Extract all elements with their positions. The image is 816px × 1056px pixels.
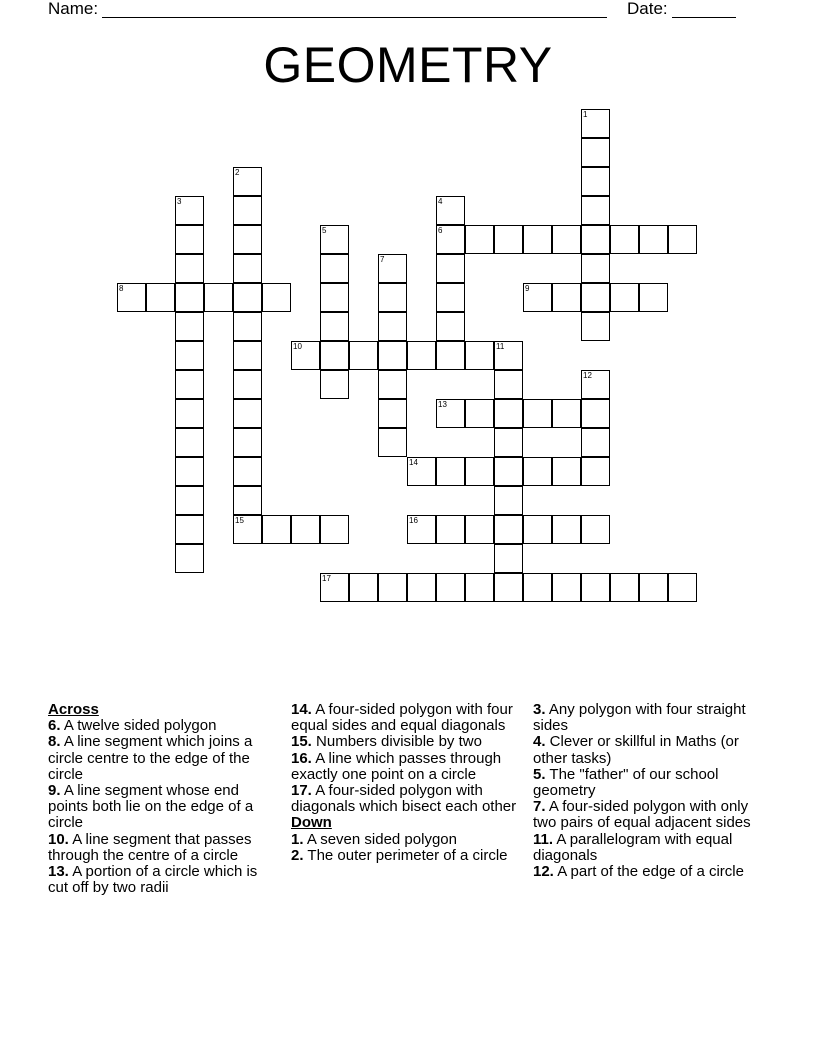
- grid-cell[interactable]: [407, 457, 436, 486]
- down-heading: Down: [291, 814, 332, 832]
- grid-cell[interactable]: [407, 341, 436, 370]
- grid-cell[interactable]: [668, 573, 697, 602]
- grid-cell[interactable]: [436, 399, 465, 428]
- grid-cell[interactable]: [465, 225, 494, 254]
- grid-cell[interactable]: [378, 254, 407, 283]
- clue-number: 6: [438, 226, 443, 235]
- grid-cell[interactable]: [465, 515, 494, 544]
- grid-cell[interactable]: [320, 283, 349, 312]
- clue-item: [291, 702, 521, 734]
- clue-item: [48, 783, 280, 832]
- clue-item-number: 16.: [291, 749, 312, 767]
- grid-cell[interactable]: [291, 515, 320, 544]
- clue-item: [533, 832, 765, 864]
- clue-item-text: The "father" of our school geometry: [533, 765, 719, 800]
- grid-cell[interactable]: [233, 312, 262, 341]
- grid-cell[interactable]: [436, 225, 465, 254]
- grid-cell[interactable]: [581, 196, 610, 225]
- grid-cell[interactable]: [320, 515, 349, 544]
- grid-cell[interactable]: [146, 283, 175, 312]
- name-label: Name:: [48, 0, 99, 18]
- grid-cell[interactable]: [581, 573, 610, 602]
- grid-cell[interactable]: [233, 225, 262, 254]
- clue-item-number: 11.: [533, 830, 554, 848]
- grid-cell[interactable]: [639, 573, 668, 602]
- clue-item: [533, 702, 765, 734]
- clue-number: 12: [583, 371, 592, 380]
- grid-cell[interactable]: [117, 283, 146, 312]
- grid-cell[interactable]: [465, 399, 494, 428]
- grid-cell[interactable]: [233, 486, 262, 515]
- clue-item: [291, 751, 521, 783]
- grid-cell[interactable]: [581, 225, 610, 254]
- grid-cell[interactable]: [378, 370, 407, 399]
- grid-cell[interactable]: [233, 399, 262, 428]
- across-clue-list: [48, 718, 280, 896]
- grid-cell[interactable]: [523, 457, 552, 486]
- clue-item-number: 4.: [533, 733, 546, 751]
- grid-cell[interactable]: [494, 225, 523, 254]
- clue-item-number: 6.: [48, 717, 61, 735]
- grid-cell[interactable]: [581, 109, 610, 138]
- clue-item-number: 15.: [291, 733, 312, 751]
- down-clue-list-continued: [533, 702, 765, 880]
- across-clue-list-continued: [291, 702, 521, 815]
- grid-cell[interactable]: [552, 457, 581, 486]
- clue-number: 16: [409, 516, 418, 525]
- grid-cell[interactable]: [378, 399, 407, 428]
- clue-item-text: A portion of a circle which is cut off by two radii: [48, 863, 258, 897]
- grid-cell[interactable]: [552, 515, 581, 544]
- clue-item-text: A twelve sided polygon: [60, 717, 217, 735]
- clue-item-text: Numbers divisible by two: [311, 733, 482, 751]
- grid-cell[interactable]: [639, 283, 668, 312]
- clue-item-number: 8.: [48, 733, 61, 751]
- clue-item-number: 9.: [48, 782, 61, 800]
- clue-item-number: 10.: [48, 830, 69, 848]
- grid-cell[interactable]: [233, 457, 262, 486]
- clue-item: [291, 848, 521, 864]
- grid-cell[interactable]: [175, 283, 204, 312]
- grid-cell[interactable]: [581, 370, 610, 399]
- clue-item-number: 17.: [291, 782, 312, 800]
- grid-cell[interactable]: [378, 341, 407, 370]
- grid-cell[interactable]: [175, 399, 204, 428]
- grid-cell[interactable]: [407, 573, 436, 602]
- clue-number: 13: [438, 400, 447, 409]
- grid-cell[interactable]: [320, 312, 349, 341]
- clue-number: 3: [177, 197, 182, 206]
- grid-cell[interactable]: [494, 515, 523, 544]
- across-heading: Across: [48, 701, 99, 718]
- grid-cell[interactable]: [639, 225, 668, 254]
- clues-column-3: [533, 702, 765, 880]
- grid-cell[interactable]: [523, 399, 552, 428]
- clue-number: 8: [119, 284, 124, 293]
- grid-cell[interactable]: [494, 573, 523, 602]
- grid-cell[interactable]: [378, 573, 407, 602]
- grid-cell[interactable]: [436, 312, 465, 341]
- clues-column-1: [48, 702, 280, 896]
- clue-number: 4: [438, 197, 443, 206]
- grid-cell[interactable]: [233, 515, 262, 544]
- grid-cell[interactable]: [349, 341, 378, 370]
- clue-number: 9: [525, 284, 530, 293]
- grid-cell[interactable]: [175, 486, 204, 515]
- grid-cell[interactable]: [175, 254, 204, 283]
- grid-cell[interactable]: [436, 573, 465, 602]
- clue-item-text: A seven sided polygon: [303, 830, 457, 848]
- clues-column-2: [291, 702, 521, 864]
- grid-cell[interactable]: [175, 457, 204, 486]
- clue-number: 2: [235, 168, 240, 177]
- grid-cell[interactable]: [175, 428, 204, 457]
- grid-cell[interactable]: [494, 428, 523, 457]
- clue-number: 7: [380, 255, 385, 264]
- grid-cell[interactable]: [378, 283, 407, 312]
- grid-cell[interactable]: [610, 283, 639, 312]
- clue-item-text: A four-sided polygon with diagonals which bisect each other: [291, 782, 517, 816]
- grid-cell[interactable]: [262, 515, 291, 544]
- clue-item-number: 12.: [533, 863, 554, 881]
- grid-cell[interactable]: [523, 225, 552, 254]
- clue-item: [291, 783, 521, 815]
- clue-item-text: A four-sided polygon with only two pairs of equal adjacent sides: [533, 798, 751, 832]
- grid-cell[interactable]: [175, 225, 204, 254]
- clue-item-number: 7.: [533, 798, 546, 816]
- page-title: GEOMETRY: [263, 37, 553, 93]
- grid-cell[interactable]: [494, 341, 523, 370]
- grid-cell[interactable]: [581, 399, 610, 428]
- clue-number: 17: [322, 574, 331, 583]
- grid-cell[interactable]: [581, 428, 610, 457]
- clue-item: [48, 864, 280, 896]
- clue-item-number: 3.: [533, 701, 546, 718]
- grid-cell[interactable]: [465, 341, 494, 370]
- clue-item-number: 5.: [533, 765, 546, 783]
- grid-cell[interactable]: [175, 341, 204, 370]
- grid-cell[interactable]: [610, 573, 639, 602]
- clue-item-text: A line segment that passes through the centre of a circle: [48, 830, 252, 864]
- grid-cell[interactable]: [581, 138, 610, 167]
- clue-item: [291, 832, 521, 848]
- grid-cell[interactable]: [610, 225, 639, 254]
- clue-number: 1: [583, 110, 588, 119]
- grid-cell[interactable]: [233, 283, 262, 312]
- grid-cell[interactable]: [233, 341, 262, 370]
- clue-item-text: The outer perimeter of a circle: [303, 846, 508, 864]
- clue-number: 11: [496, 342, 505, 351]
- clue-item-text: A part of the edge of a circle: [553, 863, 744, 881]
- grid-cell[interactable]: [378, 428, 407, 457]
- grid-cell[interactable]: [378, 312, 407, 341]
- grid-cell[interactable]: [233, 196, 262, 225]
- grid-cell[interactable]: [436, 341, 465, 370]
- grid-cell[interactable]: [581, 457, 610, 486]
- clue-item-text: A parallelogram with equal diagonals: [533, 830, 733, 864]
- name-field: [48, 0, 607, 18]
- clue-item-text: A four-sided polygon with four equal sides and equal diagonals: [291, 701, 513, 735]
- grid-cell[interactable]: [494, 370, 523, 399]
- clue-item-text: A line segment whose end points both lie on the edge of a circle: [48, 782, 254, 832]
- grid-cell[interactable]: [436, 196, 465, 225]
- grid-cell[interactable]: [175, 544, 204, 573]
- grid-cell[interactable]: [523, 573, 552, 602]
- grid-cell[interactable]: [175, 312, 204, 341]
- grid-cell[interactable]: [581, 283, 610, 312]
- grid-cell[interactable]: [175, 196, 204, 225]
- grid-cell[interactable]: [407, 515, 436, 544]
- grid-cell[interactable]: [233, 428, 262, 457]
- grid-cell[interactable]: [436, 254, 465, 283]
- grid-cell[interactable]: [552, 283, 581, 312]
- grid-cell[interactable]: [320, 370, 349, 399]
- grid-cell[interactable]: [494, 544, 523, 573]
- grid-cell[interactable]: [175, 515, 204, 544]
- grid-cell[interactable]: [233, 254, 262, 283]
- clue-item-number: 2.: [291, 846, 304, 864]
- clue-number: 10: [293, 342, 302, 351]
- grid-cell[interactable]: [320, 254, 349, 283]
- grid-cell[interactable]: [552, 573, 581, 602]
- grid-cell[interactable]: [233, 370, 262, 399]
- grid-cell[interactable]: [552, 225, 581, 254]
- grid-cell[interactable]: [320, 573, 349, 602]
- grid-cell[interactable]: [494, 486, 523, 515]
- grid-cell[interactable]: [668, 225, 697, 254]
- grid-cell[interactable]: [320, 341, 349, 370]
- clue-item: [48, 734, 280, 783]
- clue-item: [533, 864, 765, 880]
- grid-cell[interactable]: [262, 283, 291, 312]
- clue-item: [533, 799, 765, 831]
- grid-cell[interactable]: [465, 573, 494, 602]
- clue-item-number: 1.: [291, 830, 304, 848]
- clue-item: [48, 832, 280, 864]
- grid-cell[interactable]: [233, 167, 262, 196]
- clue-item-number: 13.: [48, 863, 69, 881]
- grid-cell[interactable]: [552, 399, 581, 428]
- clue-number: 14: [409, 458, 418, 467]
- clue-item-text: A line segment which joins a circle centre to the edge of the circle: [48, 733, 253, 783]
- name-blank-line[interactable]: [102, 2, 607, 18]
- clue-item: [48, 718, 280, 734]
- clue-item-number: 14.: [291, 701, 312, 718]
- grid-cell[interactable]: [581, 254, 610, 283]
- down-clue-list: [291, 832, 521, 864]
- grid-cell[interactable]: [436, 457, 465, 486]
- date-field: [627, 0, 736, 18]
- grid-cell[interactable]: [581, 515, 610, 544]
- clue-item: [533, 734, 765, 766]
- clue-item-text: Any polygon with four straight sides: [533, 701, 746, 735]
- clue-number: 15: [235, 516, 244, 525]
- clue-item: [533, 767, 765, 799]
- grid-cell[interactable]: [320, 225, 349, 254]
- grid-cell[interactable]: [494, 399, 523, 428]
- grid-cell[interactable]: [494, 457, 523, 486]
- grid-cell[interactable]: [581, 167, 610, 196]
- clue-item-text: Clever or skillful in Maths (or other tasks): [533, 733, 739, 767]
- grid-cell[interactable]: [523, 515, 552, 544]
- grid-cell[interactable]: [436, 515, 465, 544]
- grid-cell[interactable]: [465, 457, 494, 486]
- grid-cell[interactable]: [581, 312, 610, 341]
- clue-number: 5: [322, 226, 327, 235]
- grid-cell[interactable]: [204, 283, 233, 312]
- grid-cell[interactable]: [349, 573, 378, 602]
- grid-cell[interactable]: [523, 283, 552, 312]
- date-blank-line[interactable]: [672, 2, 736, 18]
- clue-item: [291, 734, 521, 750]
- clue-item-text: A line which passes through exactly one point on a circle: [291, 749, 502, 783]
- grid-cell[interactable]: [436, 283, 465, 312]
- grid-cell[interactable]: [175, 370, 204, 399]
- grid-cell[interactable]: [291, 341, 320, 370]
- date-label: Date:: [627, 0, 668, 18]
